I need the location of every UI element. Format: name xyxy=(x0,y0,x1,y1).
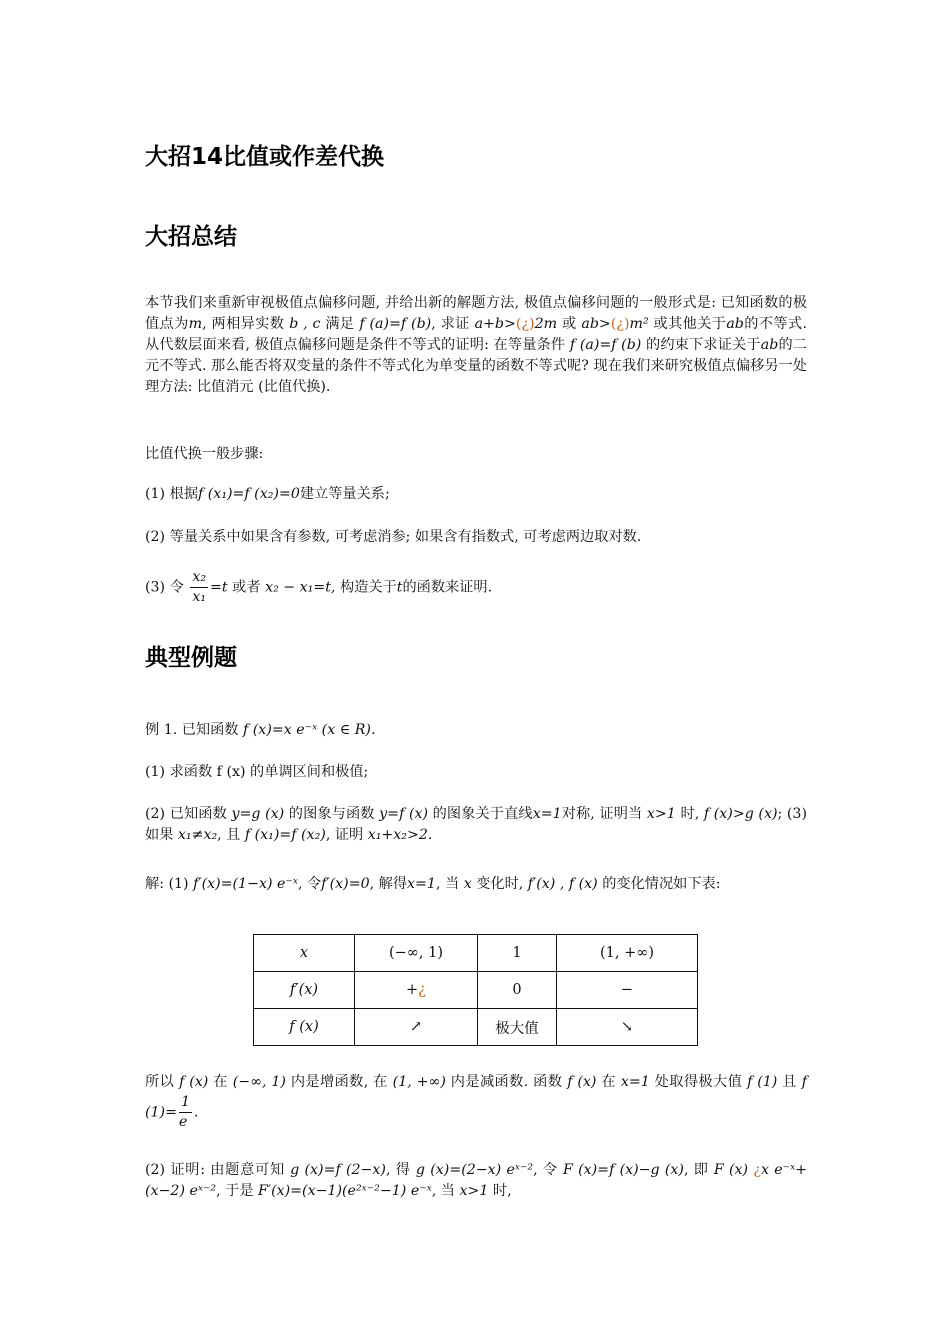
math: f (1)= xyxy=(145,1074,807,1121)
table-cell: 极大值 xyxy=(478,1009,557,1046)
section-heading-examples: 典型例题 xyxy=(145,645,237,671)
placeholder-glyph: (¿) xyxy=(610,316,630,332)
steps-heading: 比值代换一般步骤: xyxy=(145,446,264,462)
math: f (a)=f (b) xyxy=(359,316,432,332)
text: 变化时, xyxy=(471,876,528,892)
text: 或 xyxy=(557,316,582,332)
example-1-question-2 xyxy=(145,804,807,846)
text: 建立等量关系; xyxy=(299,486,390,502)
step-label: (1) xyxy=(145,486,166,502)
math: 2m xyxy=(534,316,558,332)
math: t xyxy=(396,579,403,596)
math: b , c xyxy=(289,316,321,332)
math: x₁≠x₂ xyxy=(177,827,218,843)
math: f (x)=x e⁻ˣ (x ∈ R). xyxy=(243,722,376,738)
math: a+b> xyxy=(474,316,516,332)
text: 时, xyxy=(675,806,704,822)
section-heading-summary: 大招总结 xyxy=(145,224,237,250)
text: . xyxy=(194,1104,199,1121)
text: ; (3) 如果 xyxy=(145,806,807,843)
table-header-cell: 1 xyxy=(478,935,557,972)
math: x=1 xyxy=(407,876,436,892)
math: m² xyxy=(629,316,649,332)
summary-paragraph xyxy=(145,293,807,398)
text: 处取得极大值 xyxy=(649,1074,748,1090)
text: 对称, 证明当 xyxy=(561,806,647,822)
math: g (x)=f (2−x) xyxy=(290,1162,386,1178)
math: x xyxy=(463,876,472,892)
text: (2) 已知函数 xyxy=(145,806,232,822)
math: x>1 xyxy=(646,806,676,822)
fraction-numerator: x₂ xyxy=(190,568,208,588)
math: f (x₁)=f (x₂)=0 xyxy=(198,486,300,502)
text: , 令 xyxy=(533,1162,564,1178)
math: f′(x) , f (x) xyxy=(527,876,598,892)
table-header-cell: x xyxy=(254,935,355,972)
math: f′(x)=(1−x) e⁻ˣ xyxy=(193,876,298,892)
math: y=g (x) xyxy=(231,806,285,822)
table-cell: 0 xyxy=(478,972,557,1009)
fraction-denominator: x₁ xyxy=(192,589,207,605)
placeholder-glyph: ¿ xyxy=(753,1162,761,1178)
math: x₁+x₂>2. xyxy=(367,827,433,843)
table-row xyxy=(254,1009,698,1046)
text: 令 xyxy=(169,579,184,596)
table-cell: f (x) xyxy=(254,1009,355,1046)
text: 根据 xyxy=(169,486,199,502)
text: 时, xyxy=(488,1183,512,1199)
text: , 令 xyxy=(297,876,322,892)
table-cell xyxy=(355,972,478,1009)
math: F (x) xyxy=(713,1162,754,1178)
placeholder-glyph: ¿ xyxy=(418,982,426,998)
step-2 xyxy=(145,527,807,548)
text: 解: (1) xyxy=(145,876,194,892)
math: x e⁻ˣ+(x−2) eˣ⁻² xyxy=(145,1162,808,1199)
arrow-up-icon: ↗ xyxy=(355,1009,478,1046)
text: 内是增函数, 在 xyxy=(285,1074,393,1090)
step-label: (2) xyxy=(145,529,166,545)
math: m xyxy=(188,316,203,332)
math: x=1 xyxy=(620,1074,650,1090)
text: 所以 xyxy=(145,1074,180,1090)
math: ab xyxy=(726,316,744,332)
variation-table xyxy=(253,934,698,1046)
text: , 即 xyxy=(683,1162,714,1178)
proof-2 xyxy=(145,1160,807,1202)
conclusion-1 xyxy=(145,1071,807,1132)
text: , 当 xyxy=(435,876,464,892)
text: 的图象与函数 xyxy=(284,806,380,822)
math: F′(x)=(x−1)(e²ˣ⁻²−1) e⁻ˣ xyxy=(258,1183,432,1199)
math: (−∞, 1) xyxy=(232,1074,286,1090)
step-label: (3) xyxy=(145,579,166,596)
text: 本节我们来重新审视极值点偏移问题, 并给出新的解题方法, 极值点偏移问题的一般形式是: 已知函数的极值点为 xyxy=(145,295,807,332)
step-3 xyxy=(145,568,807,607)
fraction xyxy=(179,1093,192,1132)
math: ab> xyxy=(581,316,611,332)
table-header-cell: (1, +∞) xyxy=(557,935,698,972)
fraction-denominator: e xyxy=(178,1114,188,1130)
math: y=f (x) xyxy=(379,806,429,822)
text: , 证明 xyxy=(325,827,368,843)
math: g (x)=(2−x) eˣ⁻² xyxy=(415,1162,534,1178)
math: x₂ − x₁=t, xyxy=(265,579,336,596)
math: f (1) xyxy=(747,1074,778,1090)
text: , 且 xyxy=(217,827,245,843)
text: , 两相异实数 xyxy=(202,316,290,332)
math: F (x)=f (x)−g (x) xyxy=(563,1162,684,1178)
text: 或者 xyxy=(232,579,261,596)
text: 的图象关于直线 xyxy=(428,806,533,822)
text: 满足 xyxy=(320,316,360,332)
text: 或其他关于 xyxy=(648,316,727,332)
text: 的函数来证明. xyxy=(402,579,493,596)
math: (1, +∞) xyxy=(392,1074,446,1090)
solution-1 xyxy=(145,874,807,895)
math: f (x) xyxy=(567,1074,597,1090)
text: 在 xyxy=(208,1074,233,1090)
math: f′(x)=0 xyxy=(321,876,370,892)
text: , 解得 xyxy=(369,876,408,892)
math: f (x₁)=f (x₂) xyxy=(244,827,326,843)
fraction xyxy=(190,568,208,607)
table-header-cell: (−∞, 1) xyxy=(355,935,478,972)
text: 的不等式. 从代数层面来看, 极值点偏移问题是条件不等式的证明: 在等量条件 xyxy=(145,316,807,353)
text: 内是减函数. 函数 xyxy=(445,1074,568,1090)
fraction-numerator: 1 xyxy=(179,1093,192,1113)
text: 的约束下求证关于 xyxy=(641,337,761,353)
example-1-intro xyxy=(145,720,807,741)
text: 的二元不等式. 那么能否将双变量的条件不等式化为单变量的函数不等式呢? 现在我们来研究极值点偏移另一处理方法: 比值消元 (比值代换). xyxy=(145,337,807,395)
placeholder-glyph: (¿) xyxy=(515,316,535,332)
table-cell: f′(x) xyxy=(254,972,355,1009)
sign: + xyxy=(406,982,419,998)
text: , 当 xyxy=(431,1183,460,1199)
math: f (x)>g (x) xyxy=(703,806,778,822)
step-1 xyxy=(145,484,807,505)
text: , 于是 xyxy=(216,1183,259,1199)
text: 且 xyxy=(777,1074,802,1090)
text: (2) 证明: 由题意可知 xyxy=(145,1162,291,1178)
arrow-down-icon: ↘ xyxy=(557,1009,698,1046)
math: f (x) xyxy=(179,1074,209,1090)
math: =t xyxy=(210,579,228,596)
example-1-question-1: (1) 求函数 f (x) 的单调区间和极值; xyxy=(145,764,369,780)
math: x=1 xyxy=(532,806,562,822)
text: 在 xyxy=(596,1074,621,1090)
text: , 求证 xyxy=(431,316,475,332)
table-row xyxy=(254,935,698,972)
math: f (a)=f (b) xyxy=(569,337,642,353)
text: 例 1. 已知函数 xyxy=(145,722,244,738)
text: 构造关于 xyxy=(339,579,397,596)
text: 的变化情况如下表: xyxy=(597,876,721,892)
text: , 得 xyxy=(385,1162,416,1178)
table-cell: − xyxy=(557,972,698,1009)
math: x>1 xyxy=(459,1183,489,1199)
page-title: 大招14比值或作差代换 xyxy=(145,144,385,170)
table-row xyxy=(254,972,698,1009)
math: ab xyxy=(760,337,779,353)
text: 等量关系中如果含有参数, 可考虑消参; 如果含有指数式, 可考虑两边取对数. xyxy=(169,529,642,545)
